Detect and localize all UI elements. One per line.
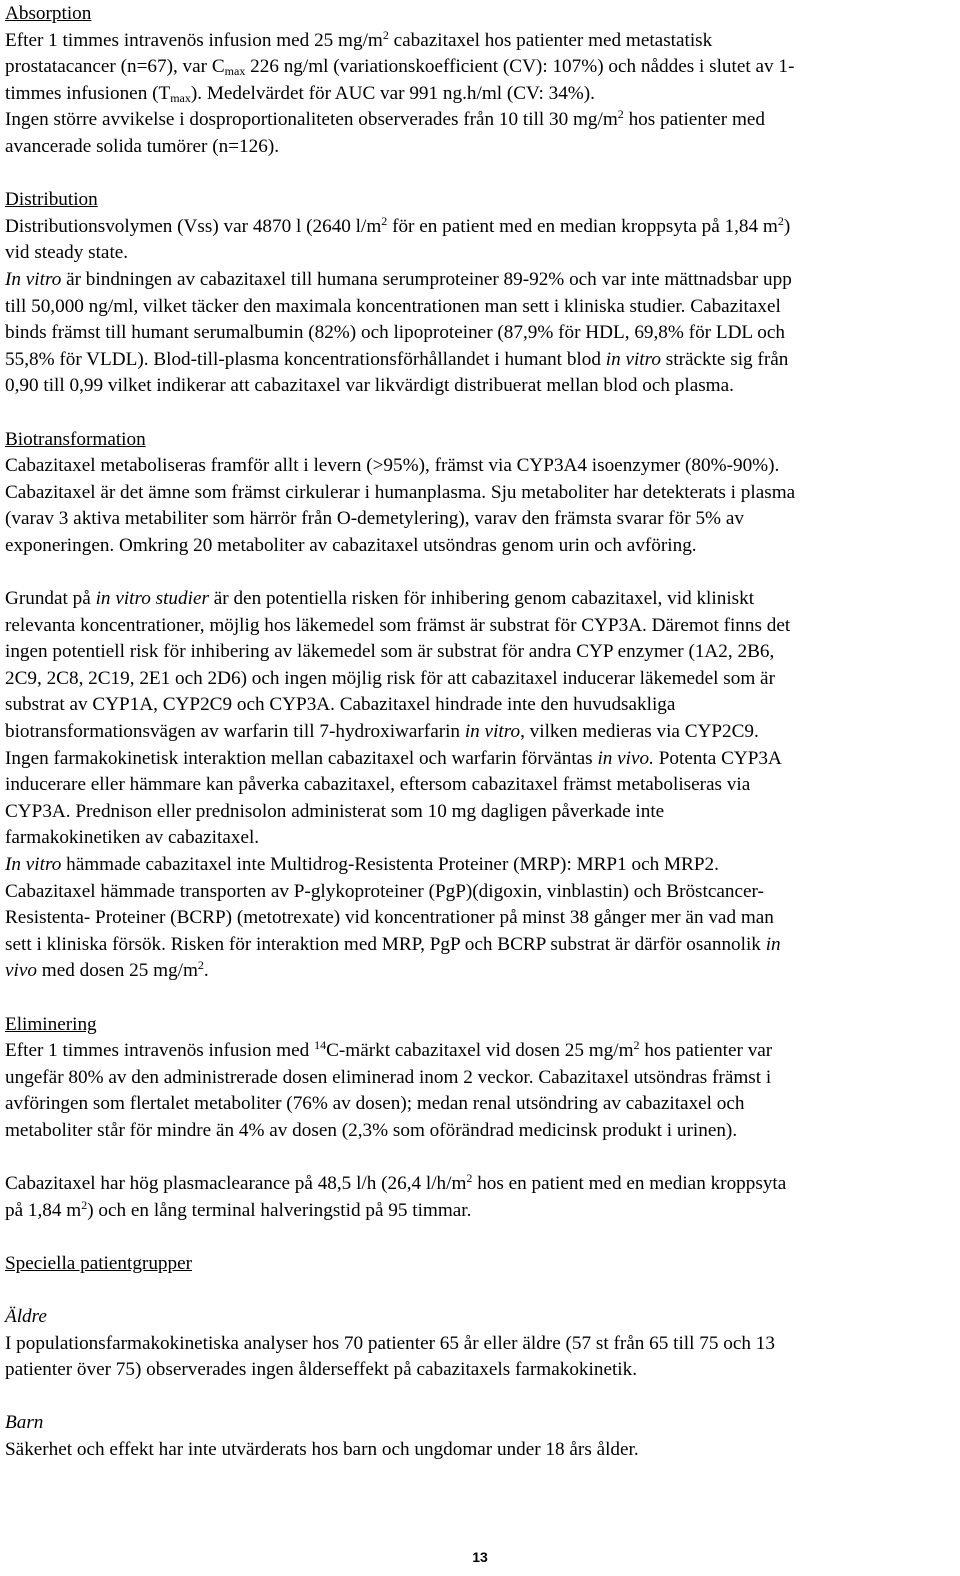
interaction-line: inducerare eller hämmare kan påverka cabazitaxel, eftersom cabazitaxel främst metaboliseras via: [5, 774, 751, 796]
interaction-line: vivo med dosen 25 $mg/m^2$.: [5, 958, 209, 982]
absorption-line: prostatacancer (n=67), var $C_{max}$ 226 ng/ml (variationskoefficient (CV): 107%) och nåddes i slutet av 1-: [5, 56, 795, 79]
distribution-line: 0,90 till 0,99 vilket indikerar att cabazitaxel var likvärdigt distribuerat mellan blod och plasma.: [5, 375, 734, 397]
elimination-line: ungefär 80% av den administrerade dosen eliminerad inom 2 veckor. Cabazitaxel utsöndras främst i: [5, 1066, 772, 1088]
children-heading: Barn: [5, 1412, 44, 1434]
interaction-line: 2C9, 2C8, 2C19, 2E1 och 2D6) och ingen möjlig risk för att cabazitaxel inducerar läkemedel som är: [5, 667, 775, 689]
interaction-line: Cabazitaxel hämmade transporten av P-glykoproteiner (PgP)(digoxin, vinblastin) och Bröstcancer-: [5, 880, 764, 902]
distribution-line: binds främst till humant serumalbumin (82%) och lipoproteiner (87,9% för HDL, 69,8% för LDL och: [5, 322, 785, 344]
biotransformation-line: (varav 3 aktiva metabiliter som härrör från O-demetylering), varav den främsta svarar för 5% av: [5, 508, 744, 530]
elderly-line: patienter över 75) observerades ingen ålderseffekt på cabazitaxels farmakokinetik.: [5, 1359, 638, 1381]
paragraph-gap: [5, 1145, 955, 1172]
distribution-line: In vitro är bindningen av cabazitaxel till humana serumproteiner 89-92% och var inte mättnadsbar upp: [5, 268, 792, 290]
distribution-line: vid steady state.: [5, 242, 129, 264]
absorption-heading: Absorption: [5, 3, 92, 24]
interaction-line: sett i kliniska försök. Risken för interaktion med MRP, PgP och BCRP substrat är därför osannolik in: [5, 933, 781, 955]
elimination-heading: Eliminering: [5, 1013, 97, 1035]
absorption-line: Ingen större avvikelse i dosproportionaliteten observerades från 10 till 30 $mg/m^2$ hos patienter med: [5, 107, 765, 131]
paragraph-gap: [5, 1278, 955, 1305]
interaction-line: ingen potentiell risk för inhibering av läkemedel som är substrat för andra CYP enzymer (1A2, 2B6,: [5, 641, 775, 663]
biotransformation-line: exponeringen. Omkring 20 metaboliter av cabazitaxel utsöndras genom urin och avföring.: [5, 534, 697, 556]
interaction-line: In vitro hämmade cabazitaxel inte Multidrog-Resistenta Proteiner (MRP): MRP1 och MRP2.: [5, 854, 719, 875]
elimination-line: på 1,84 $m^2$) och en lång terminal halveringstid på 95 timmar.: [5, 1197, 472, 1221]
distribution-line: till 50,000 ng/ml, vilket täcker den maximala koncentrationen man sett i kliniska studier. Cabazitaxel: [5, 295, 781, 317]
absorption-line: timmes infusionen $(T_{max})$. Medelvärdet för AUC var 991 ng.h/ml (CV: 34%).: [5, 82, 595, 105]
biotransformation-heading: Biotransformation: [5, 428, 146, 450]
distribution-line: Distributionsvolymen (Vss) var 4870 l (2640 $l/m^2$ för en patient med en median kroppsyta på 1,84 $m^2$): [5, 213, 791, 237]
paragraph-gap: [5, 161, 955, 188]
page-number: 13: [472, 1549, 488, 1565]
interaction-line: substrat av CYP1A, CYP2C9 och CYP3A. Cabazitaxel hindrade inte den huvudsakliga: [5, 694, 676, 716]
special-groups-heading: Speciella patientgrupper: [5, 1252, 193, 1274]
paragraph-gap: [5, 400, 955, 427]
elimination-line: Efter 1 timmes intravenös infusion med $^{14}$C-märkt cabazitaxel vid dosen 25 $mg/m^2$ hos patienter var: [5, 1038, 773, 1062]
paragraph-gap: [5, 1224, 955, 1251]
document-page: [5, 0, 955, 1464]
elimination-line: Cabazitaxel har hög plasmaclearance på 48,5 l/h (26,4 $l/h/m^2$ hos en patient med en median kroppsyta: [5, 1171, 787, 1195]
absorption-line: Efter 1 timmes intravenös infusion med 25 $mg/m^2$ cabazitaxel hos patienter med metastatisk: [5, 27, 713, 51]
elderly-line: I populationsfarmakokinetiska analyser hos 70 patienter 65 år eller äldre (57 st från 65 till 75 och 13: [5, 1332, 775, 1354]
elimination-line: avföringen som flertalet metaboliter (76% av dosen); medan renal utsöndring av cabazitaxel och: [5, 1093, 745, 1115]
interaction-line: biotransformationsvägen av warfarin till 7-hydroxiwarfarin in vitro, vilken medieras via CYP2C9.: [5, 721, 759, 743]
interaction-line: Ingen farmakokinetisk interaktion mellan cabazitaxel och warfarin förväntas in vivo. Potenta CYP3A: [5, 747, 782, 769]
interaction-line: CYP3A. Prednison eller prednisolon administerat som 10 mg dagligen påverkade inte: [5, 800, 665, 822]
biotransformation-line: Cabazitaxel är det ämne som främst cirkulerar i humanplasma. Sju metaboliter har detekterats i plasma: [5, 481, 796, 503]
absorption-line: avancerade solida tumörer (n=126).: [5, 135, 280, 157]
interaction-line: Resistenta- Proteiner (BCRP) (metotrexate) vid koncentrationer på minst 38 gånger mer än vad man: [5, 907, 774, 929]
paragraph-gap: [5, 985, 955, 1012]
distribution-line: 55,8% för VLDL). Blod-till-plasma koncentrationsförhållandet i humant blod in vitro sträckte sig från: [5, 348, 789, 370]
elderly-heading: Äldre: [5, 1306, 47, 1328]
distribution-heading: Distribution: [5, 189, 98, 211]
interaction-line: farmakokinetiken av cabazitaxel.: [5, 827, 260, 849]
interaction-line: relevanta koncentrationer, möjlig hos läkemedel som främst är substrat för CYP3A. Däremot finns det: [5, 614, 791, 636]
elimination-line: metaboliter står för mindre än 4% av dosen (2,3% som oförändrad medicinsk produkt i urinen).: [5, 1119, 738, 1141]
interaction-line: Grundat på in vitro studier är den potentiella risken för inhibering genom cabazitaxel, vid kliniskt: [5, 588, 755, 610]
children-line: Säkerhet och effekt har inte utvärderats hos barn och ungdomar under 18 års ålder.: [5, 1439, 639, 1461]
biotransformation-line: Cabazitaxel metaboliseras framför allt i levern (>95%), främst via CYP3A4 isoenzymer (80%-90%).: [5, 455, 780, 477]
paragraph-gap: [5, 1384, 955, 1411]
paragraph-gap: [5, 559, 955, 586]
